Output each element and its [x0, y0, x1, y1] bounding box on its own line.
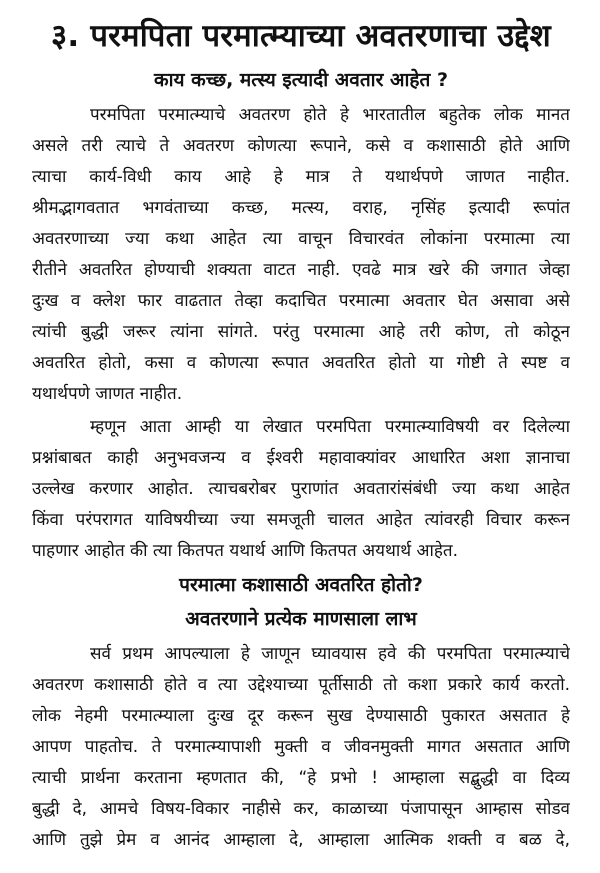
text-line: त्याची प्रार्थना करताना म्हणतात की, “हे प्रभो ! आम्हाला सद्बुद्धी वा दिव्य [32, 768, 570, 788]
text-line: श्रीमद्भागवतात भगवंताच्या कच्छ, मत्स्य, वराह, नृसिंह इत्यादी रूपांत [32, 198, 570, 218]
text-line: दुःख व क्लेश फार वाढतात तेव्हा कदाचित परमात्मा अवतार घेत असावा असे [32, 291, 570, 311]
text-line: परमपिता परमात्म्याचे अवतरण होते हे भारतातील बहुतेक लोक मानत [90, 105, 570, 125]
text-line: यथार्थपणे जाणत नाहीत. [32, 384, 183, 404]
text-line: उल्लेख करणार आहोत. त्याचबरोबर पुराणांत अवतारांसंबंधी ज्या कथा आहेत [32, 479, 570, 499]
text-line: अवतरण कशासाठी होते व त्या उद्देश्याच्या पूर्तीसाठी तो कशा प्रकारे कार्य करतो. [32, 675, 570, 695]
paragraph-2 [32, 412, 570, 567]
text-line: अवतरणाच्या ज्या कथा आहेत त्या वाचून विचारवंत लोकांना परमात्मा त्या [32, 229, 570, 249]
text-line: लोक नेहमी परमात्म्याला दुःख दूर करून सुख देण्यासाठी पुकारत असतात हे [32, 706, 570, 726]
paragraph-1 [32, 100, 570, 410]
text-line: त्यांची बुद्धी जरूर त्यांना सांगते. परंतु परमात्मा आहे तरी कोण, तो कोठून [32, 322, 570, 342]
section-heading-avatars: काय कच्छ, मत्स्य इत्यादी अवतार आहेत ? [154, 69, 448, 91]
section-heading-why-incarnate: परमात्मा कशासाठी अवतरित होतो? [179, 574, 423, 596]
text-line: रीतीने अवतरित होण्याची शक्यता वाटत नाही. एवढे मात्र खरे की जगात जेव्हा [32, 260, 570, 280]
text-line: आणि तुझे प्रेम व आनंद आम्हाला दे, आम्हाला आत्मिक शक्ती व बळ दे, [32, 830, 570, 850]
text-line: अवतरित होतो, कसा व कोणत्या रूपात अवतरित होतो या गोष्टी ते स्पष्ट व [32, 353, 570, 373]
text-line: आपण पाहतोच. ते परमात्म्यापाशी मुक्ती व जीवनमुक्ती मागत असतात आणि [32, 737, 570, 757]
section-heading-benefit: अवतरणाने प्रत्येक माणसाला लाभ [185, 608, 417, 630]
chapter-title: ३. परमपिता परमात्म्याच्या अवतरणाचा उद्देश [51, 18, 551, 54]
text-line: बुद्धी दे, आमचे विषय-विकार नाहीसे कर, काळाच्या पंजापासून आम्हास सोडव [32, 799, 570, 819]
text-line: असले तरी त्याचे ते अवतरण कोणत्या रूपाने, कसे व कशासाठी होते आणि [32, 136, 570, 156]
paragraph-3 [32, 639, 570, 856]
text-line: पाहणार आहोत की त्या कितपत यथार्थ आणि कितपत अयथार्थ आहेत. [32, 541, 459, 561]
text-line: त्याचा कार्य-विधी काय आहे हे मात्र ते यथार्थपणे जाणत नाहीत. [32, 167, 570, 187]
text-line: म्हणून आता आम्ही या लेखात परमपिता परमात्म्याविषयी वर दिलेल्या [90, 417, 570, 437]
text-line: सर्व प्रथम आपल्याला हे जाणून घ्यावयास हवे की परमपिता परमात्म्याचे [90, 644, 570, 664]
text-line: प्रश्नांबाबत काही अनुभवजन्य व ईश्वरी महावाक्यांवर आधारित अशा ज्ञानाचा [32, 448, 570, 468]
text-line: किंवा परंपरागत याविषयीच्या ज्या समजूती चालत आहेत त्यांवरही विचार करून [32, 510, 570, 530]
